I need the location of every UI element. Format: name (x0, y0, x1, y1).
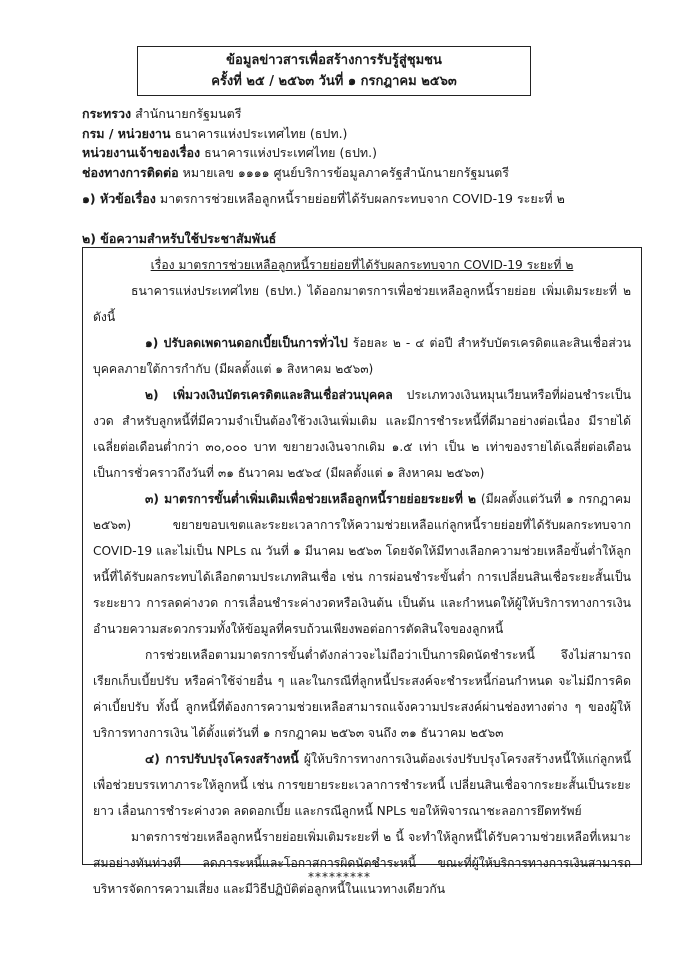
topic-value: มาตรการช่วยเหลือลูกหนี้รายย่อยที่ได้รับผลกระทบจาก COVID-19 ระยะที่ ๒ (159, 191, 565, 206)
item-4-title: ๔) การปรับปรุงโครงสร้างหนี้ (145, 752, 299, 766)
item-3-body: (มีผลตั้งแต่วันที่ ๑ กรกฎาคม ๒๕๖๓) ขยายขอบเขตและระยะเวลาการให้ความช่วยเหลือแก่ลูกหนี้รายย่อยที่ได้รับผลกระทบจาก COVID-19 และไม่เป็น NPLs ณ วันที่ ๑ มีนาคม ๒๕๖๓ โดยจัดให้มีทางเลือกความช่วยเหลือขั้นต่ำให้ลูกหนี้ที่ได้รับผลกระทบได้เลือกตามประเภทสินเชื่อ เช่น การผ่อนชำระขั้นต่ำ การเปลี่ยนสินเชื่อระยะสั้นเป็นระยะยาว การลดค่างวด การเลื่อนชำระค่างวดหรือเงินต้น เป็นต้น และกำหนดให้ผู้ให้บริการทางการเงินอำนวยความสะดวกรวมทั้งให้ข้อมูลที่ครบถ้วนเพียงพอต่อการตัดสินใจของลูกหนี้ (93, 492, 632, 636)
ministry-label: กระทรวง (82, 106, 132, 121)
contact-row (82, 163, 642, 183)
item-1-body: ร้อยละ ๒ - ๔ ต่อปี สำหรับบัตรเครดิตและสินเชื่อส่วนบุคคลภายใต้การกำกับ (มีผลตั้งแต่ ๑ สิงหาคม ๒๕๖๓) (93, 336, 631, 376)
owner-row (82, 143, 642, 163)
title-line-2: ครั้งที่ ๒๕ / ๒๕๖๓ วันที่ ๑ กรกฎาคม ๒๕๖๓ (211, 74, 457, 89)
topic-row (82, 190, 642, 209)
item-4-body: ผู้ให้บริการทางการเงินต้องเร่งปรับปรุงโครงสร้างหนี้ให้แก่ลูกหนี้ เพื่อช่วยบรรเทาภาระให้ลูกหนี้ เช่น การขยายระยะเวลาการชำระหนี้ เปลี่ยนสินเชื่อจากระยะสั้นเป็นระยะยาว เลื่อนการชำระค่างวด ลดดอกเบี้ย และกรณีลูกหนี้ NPLs ขอให้พิจารณาชะลอการยึดทรัพย์ (93, 752, 631, 818)
owner-label: หน่วยงานเจ้าของเรื่อง (82, 145, 201, 160)
section-2-label: ๒) ข้อความสำหรับใช้ประชาสัมพันธ์ (82, 231, 277, 246)
content-item-3 (93, 486, 631, 642)
title-line-1: ข้อมูลข่าวสารเพื่อสร้างการรับรู้สู่ชุมชน (226, 53, 442, 68)
owner-value: ธนาคารแห่งประเทศไทย (ธปท.) (204, 145, 378, 160)
topic-label: ๑) หัวข้อเรื่อง (82, 191, 156, 206)
ministry-row (82, 104, 642, 124)
contact-label: ช่องทางการติดต่อ (82, 164, 179, 180)
end-marker: ********* (308, 870, 371, 884)
department-label: กรม / หน่วยงาน (82, 125, 171, 141)
document-meta (82, 104, 642, 182)
content-item-4 (93, 746, 631, 824)
content-intro: ธนาคารแห่งประเทศไทย (ธปท.) ได้ออกมาตรการเพื่อช่วยเหลือลูกหนี้รายย่อย เพิ่มเติมระยะที่ ๒ ดังนี้ (93, 284, 631, 324)
item-2-body: ประเภทวงเงินหมุนเวียนหรือที่ผ่อนชำระเป็นงวด สำหรับลูกหนี้ที่มีความจำเป็นต้องใช้วงเงินเพิ่มเติม และมีการชำระหนี้ที่ดีมาอย่างต่อเนื่อง มีรายได้เฉลี่ยต่อเดือนต่ำกว่า ๓๐,๐๐๐ บาท ขยายวงเงินจากเดิม ๑.๕ เท่า เป็น ๒ เท่าของรายได้เฉลี่ยต่อเดือน เป็นการชั่วคราวถึงวันที่ ๓๑ ธันวาคม ๒๕๖๔ (มีผลตั้งแต่ ๑ สิงหาคม ๒๕๖๓) (93, 388, 631, 480)
item-3-title: ๓) มาตรการขั้นต่ำเพิ่มเติมเพื่อช่วยเหลือลูกหนี้รายย่อยระยะที่ ๒ (145, 492, 477, 506)
contact-value: หมายเลข ๑๑๑๑ ศูนย์บริการข้อมูลภาครัฐสำนักนายกรัฐมนตรี (182, 164, 509, 180)
department-row (82, 124, 642, 144)
content-closing: มาตรการช่วยเหลือลูกหนี้รายย่อยเพิ่มเติมระยะที่ ๒ นี้ จะทำให้ลูกหนี้ได้รับความช่วยเหลือที่เหมาะสมอย่างทันท่วงที ลดภาระหนี้และโอกาสการผิดนัดชำระหนี้ ขณะที่ผู้ให้บริการทางการเงินสามารถบริหารจัดการความเสี่ยง และมีวิธีปฏิบัติต่อลูกหนี้ในแนวทางเดียวกัน (93, 830, 631, 896)
content-item-2 (93, 382, 631, 486)
item-2-title: ๒) เพิ่มวงเงินบัตรเครดิตและสินเชื่อส่วนบุคคล (145, 388, 393, 402)
department-value: ธนาคารแห่งประเทศไทย (ธปท.) (174, 125, 348, 141)
content-default-paragraph: การช่วยเหลือตามมาตรการขั้นต่ำดังกล่าวจะไม่ถือว่าเป็นการผิดนัดชำระหนี้ จึงไม่สามารถเรียกเก็บเบี้ยปรับ หรือค่าใช้จ่ายอื่น ๆ และในกรณีที่ลูกหนี้ประสงค์จะชำระหนี้ก่อนกำหนด จะไม่มีการคิดค่าเบี้ยปรับ ทั้งนี้ ลูกหนี้ที่ต้องการความช่วยเหลือสามารถแจ้งความประสงค์ผ่านช่องทางต่าง ๆ ของผู้ให้บริการทางการเงิน ได้ตั้งแต่วันที่ ๑ กรกฎาคม ๒๕๖๓ จนถึง ๓๑ ธันวาคม ๒๕๖๓ (93, 648, 631, 740)
item-1-title: ๑) ปรับลดเพดานดอกเบี้ยเป็นการทั่วไป (145, 336, 348, 350)
content-item-1 (93, 330, 631, 382)
document-title-box (137, 46, 531, 96)
press-content-box (82, 247, 642, 896)
content-subject: เรื่อง มาตรการช่วยเหลือลูกหนี้รายย่อยที่ได้รับผลกระทบจาก COVID-19 ระยะที่ ๒ (150, 258, 574, 272)
ministry-value: สำนักนายกรัฐมนตรี (135, 106, 242, 121)
